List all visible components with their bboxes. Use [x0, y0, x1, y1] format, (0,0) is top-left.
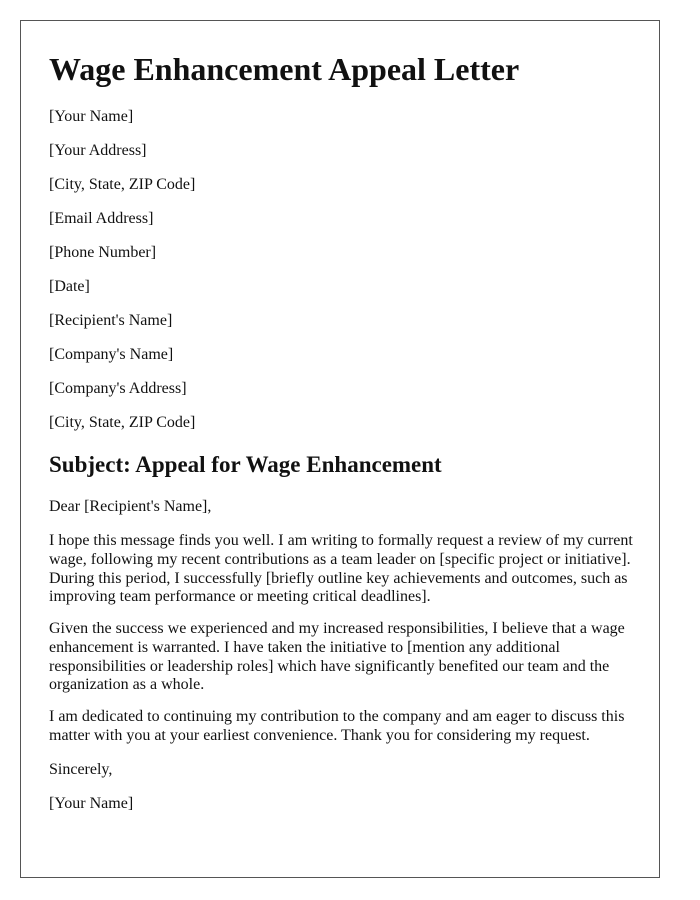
letter-date: [Date]: [49, 278, 90, 295]
sender-name: [Your Name]: [49, 108, 134, 125]
recipient-city-state-zip: [City, State, ZIP Code]: [49, 414, 196, 431]
sender-email: [Email Address]: [49, 210, 154, 227]
sender-city-state-zip: [City, State, ZIP Code]: [49, 176, 196, 193]
sender-address: [Your Address]: [49, 142, 147, 159]
letter-title: Wage Enhancement Appeal Letter: [49, 51, 520, 87]
sender-phone: [Phone Number]: [49, 244, 157, 261]
signature: [Your Name]: [49, 795, 134, 812]
recipient-company-address: [Company's Address]: [49, 380, 187, 397]
recipient-name: [Recipient's Name]: [49, 312, 173, 329]
salutation: Dear [Recipient's Name],: [49, 498, 212, 515]
letter-subject: Subject: Appeal for Wage Enhancement: [49, 452, 442, 477]
body-paragraph-3: I am dedicated to continuing my contribution to the company and am eager to discuss this matter with you at your earliest convenience. Thank you for considering my request.: [49, 708, 625, 744]
closing: Sincerely,: [49, 761, 113, 778]
recipient-company: [Company's Name]: [49, 346, 174, 363]
body-paragraph-2: Given the success we experienced and my increased responsibilities, I believe that a wage enhancement is warranted. I have taken the initiative to [mention any additional responsibilities or leadership roles] which have significantly benefited our team and the organization as a whole.: [49, 620, 625, 694]
letter-page: [20, 20, 660, 878]
body-paragraph-1: I hope this message finds you well. I am writing to formally request a review of my current wage, following my recent contributions as a team leader on [specific project or initiative]. During this period, I successfully [briefly outline key achievements and outcomes, such as improving team performance or meeting critical deadlines].: [49, 532, 633, 606]
